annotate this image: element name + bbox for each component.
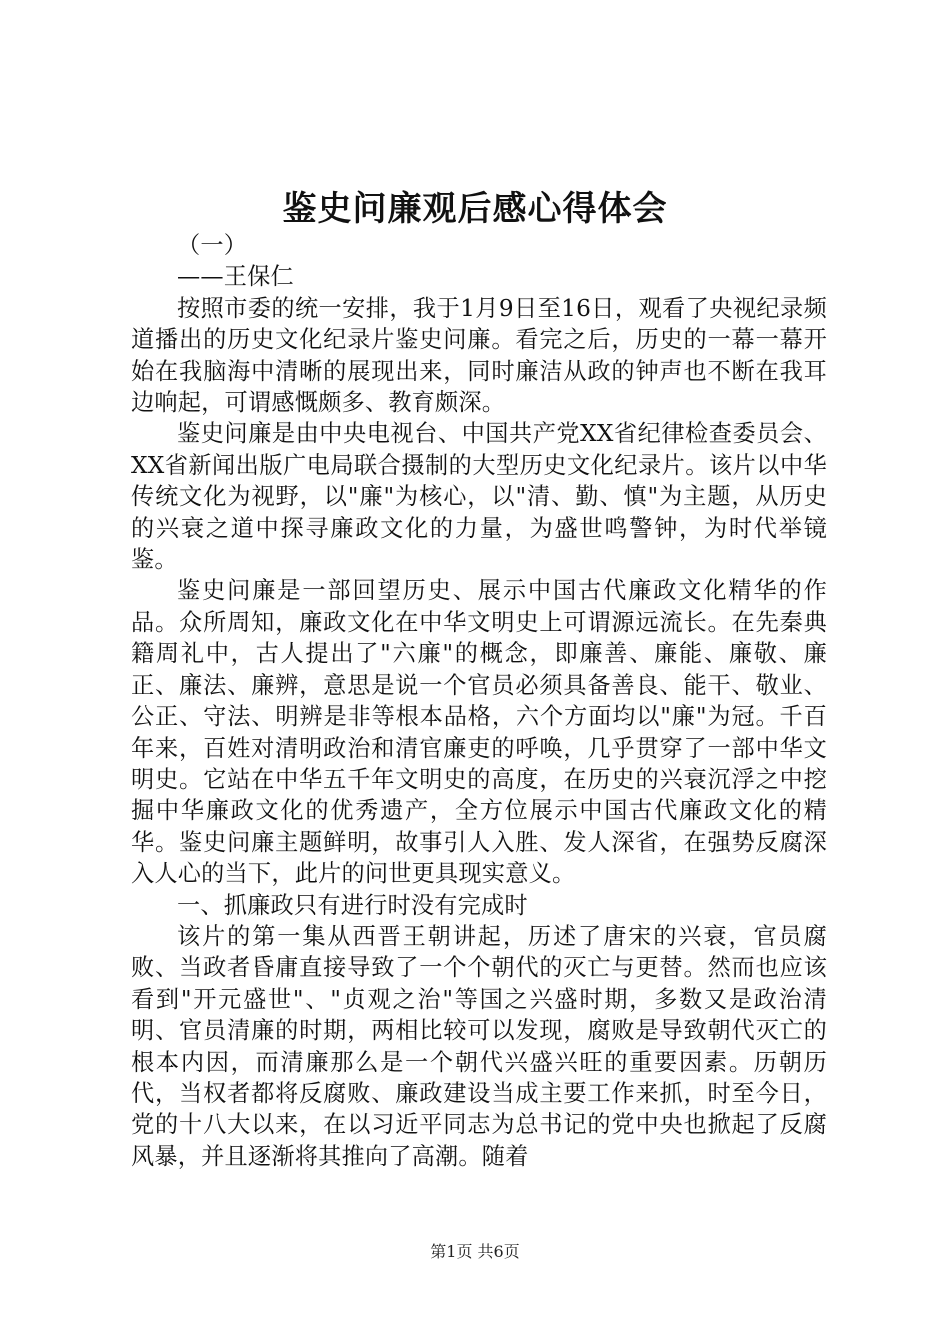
- page-footer: 第1页 共6页: [430, 1242, 520, 1261]
- paragraph-film-significance: 鉴史问廉是一部回望历史、展示中国古代廉政文化精华的作品。众所周知，廉政文化在中华文明史上可谓源远流长。在先秦典籍周礼中，古人提出了"六廉"的概念，即廉善、廉能、廉敬、廉正、廉法、廉辨，意思是说一个官员必须具备善良、能干、敬业、公正、守法、明辨是非等根本品格，六个方面均以"廉"为冠。千百年来，百姓对清明政治和清官廉吏的呼唤，几乎贯穿了一部中华文明史。它站在中华五千年文明史的高度，在历史的兴衰沉浮之中挖掘中华廉政文化的优秀遗产，全方位展示中国古代廉政文化的精华。鉴史问廉主题鲜明，故事引人入胜、发人深省，在强势反腐深入人心的当下，此片的问世更具现实意义。: [131, 577, 827, 888]
- author-line: ——王保仁: [177, 263, 294, 291]
- section-marker: （一）: [177, 232, 248, 259]
- document-title: 鉴史问廉观后感心得体会: [282, 189, 668, 229]
- document-body: [131, 230, 827, 1172]
- paragraph-section-one: 该片的第一集从西晋王朝讲起，历述了唐宋的兴衰，官员腐败、当政者昏庸直接导致了一个个朝代的灭亡与更替。然而也应该看到"开元盛世"、"贞观之治"等国之兴盛时期，多数又是政治清明、官员清廉的时期，两相比较可以发现，腐败是导致朝代灭亡的根本内因，而清廉那么是一个朝代兴盛兴旺的重要因素。历朝历代，当权者都将反腐败、廉政建设当成主要工作来抓，时至今日，党的十八大以来，在以习近平同志为总书记的党中央也掀起了反腐风暴，并且逐渐将其推向了高潮。随着: [131, 922, 827, 1170]
- section-heading: 一、抓廉政只有进行时没有完成时: [177, 891, 528, 919]
- paragraph-intro: 按照市委的统一安排，我于1月9日至16日，观看了央视纪录频道播出的历史文化纪录片鉴史问廉。看完之后，历史的一幕一幕开始在我脑海中清晰的展现出来，同时廉洁从政的钟声也不断在我耳边响起，可谓感慨颇多、教育颇深。: [131, 294, 827, 417]
- paragraph-film-description: 鉴史问廉是由中央电视台、中国共产党XX省纪律检查委员会、XX省新闻出版广电局联合摄制的大型历史文化纪录片。该片以中华传统文化为视野，以"廉"为核心，以"清、勤、慎"为主题，从历史的兴衰之道中探寻廉政文化的力量，为盛世鸣警钟，为时代举镜鉴。: [131, 420, 827, 574]
